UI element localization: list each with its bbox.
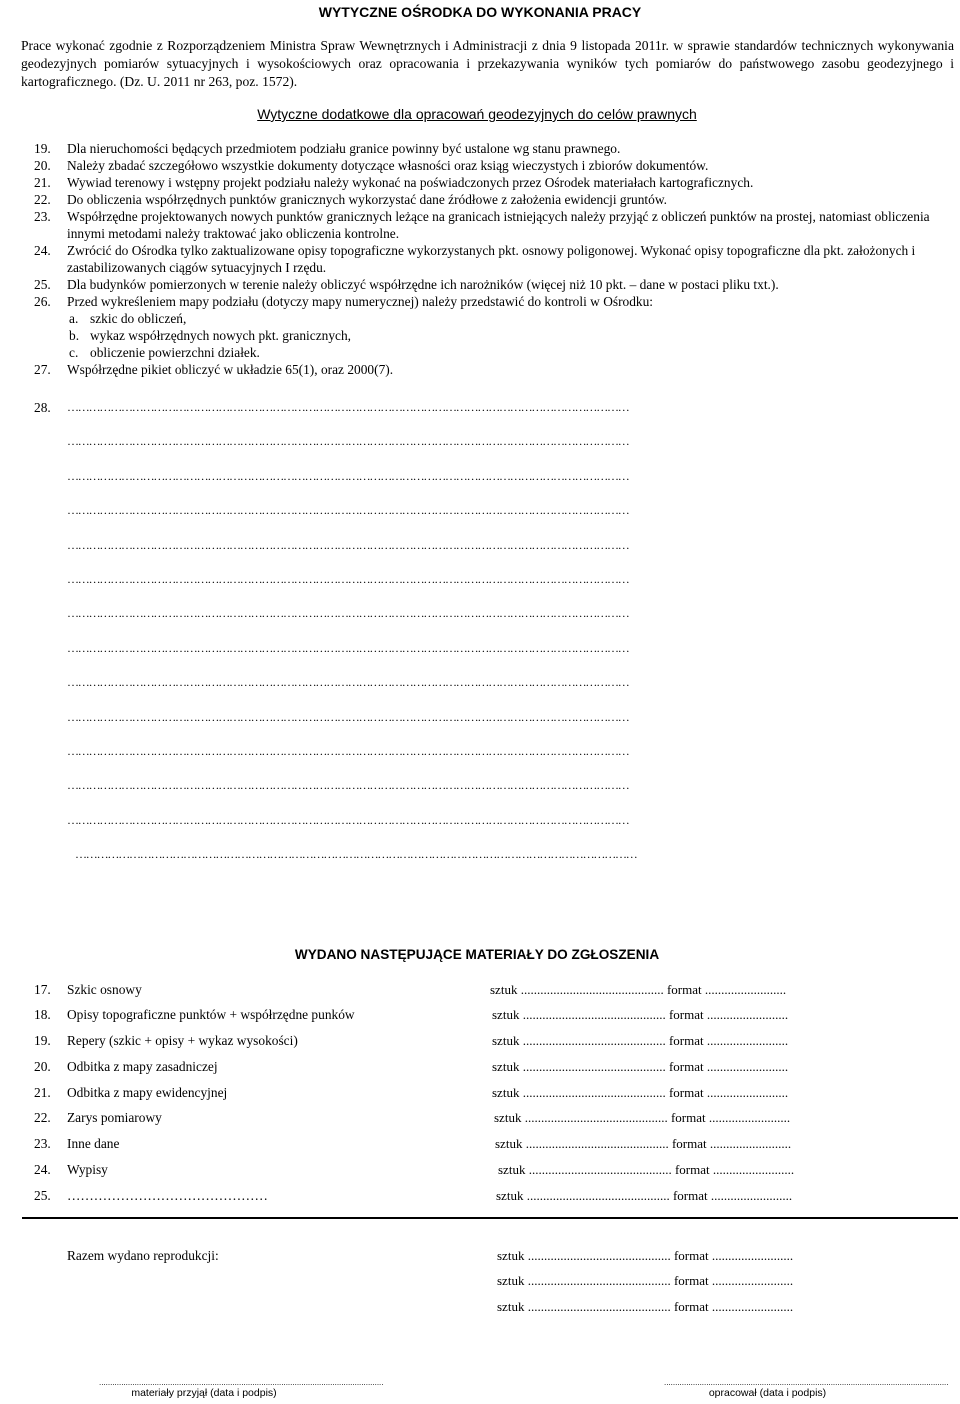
blank-fill-line[interactable]: ………………………………………………………………………………………………………………………………………… (67, 468, 629, 483)
blank-line-row (34, 812, 954, 846)
material-other-field[interactable]: ……………………………………… (67, 1188, 268, 1203)
blank-line-row (34, 399, 954, 433)
material-label: Zarys pomiarowy (67, 1110, 162, 1125)
material-row (34, 1006, 934, 1026)
guideline-text: Przed wykreśleniem mapy podziału (dotyczy mapy numerycznej) należy przedstawić do kontroli w Ośrodku: (67, 294, 654, 309)
guideline-number: 25. (34, 277, 51, 292)
guideline-number: 27. (34, 362, 51, 377)
guideline-text: Współrzędne projektowanych nowych punktów granicznych leżące na granicach istniejących należy przyjąć z obliczeń punktów na prostej, natomiast obliczenia innymi metodami należy traktować jako obliczenia kontrolne. (67, 209, 930, 241)
blank-line-row (34, 743, 954, 777)
material-label: Odbitka z mapy zasadniczej (67, 1059, 218, 1074)
guideline-text: Dla budynków pomierzonych w terenie należy obliczyć współrzędne ich narożników (więcej niż 10 pkt. – dane w postaci pliku txt.). (67, 277, 779, 292)
blank-line-row (34, 777, 954, 811)
material-label: Odbitka z mapy ewidencyjnej (67, 1085, 228, 1100)
guideline-item (34, 293, 949, 310)
material-row (34, 1187, 934, 1207)
material-label: Szkic osnowy (67, 982, 142, 997)
blank-fill-line[interactable]: ………………………………………………………………………………………………………………………………………… (67, 606, 629, 621)
section-divider (22, 1217, 958, 1219)
material-label: Wypisy (67, 1162, 108, 1177)
blank-fill-line[interactable]: ………………………………………………………………………………………………………………………………………… (67, 434, 629, 449)
material-row (34, 1135, 934, 1155)
razem-quantity-format-field[interactable]: sztuk ............................................ format ......................... (497, 1273, 794, 1288)
guideline-item (34, 276, 949, 293)
guideline-item (34, 208, 949, 242)
materials-title: WYDANO NASTĘPUJĄCE MATERIAŁY DO ZGŁOSZENIA (294, 947, 660, 962)
material-row (34, 1109, 934, 1129)
guideline-text: Współrzędne pikiet obliczyć w układzie 65(1), oraz 2000(7). (67, 362, 394, 377)
blank-line-row (34, 709, 954, 743)
material-quantity-format-field[interactable]: sztuk ............................................ format ......................... (492, 1085, 789, 1100)
material-number: 21. (34, 1085, 51, 1100)
razem-quantity-format-field[interactable]: sztuk ............................................ format ......................... (497, 1299, 794, 1314)
sublist-letter: a. (69, 311, 79, 326)
blank-line-row (34, 537, 954, 571)
sublist-text: szkic do obliczeń, (90, 311, 187, 326)
guideline-item (34, 140, 949, 157)
material-number: 23. (34, 1136, 51, 1151)
guideline-number: 26. (34, 294, 51, 309)
blank-line-row (34, 674, 954, 708)
document-title: WYTYCZNE OŚRODKA DO WYKONANIA PRACY (318, 4, 642, 20)
material-number: 17. (34, 982, 51, 997)
material-number: 25. (34, 1188, 51, 1203)
material-number: 22. (34, 1110, 51, 1125)
material-row (34, 1084, 934, 1104)
blank-fill-line[interactable]: ………………………………………………………………………………………………………………………………………… (67, 537, 629, 552)
section-subtitle: Wytyczne dodatkowe dla opracowań geodezyjnych do celów prawnych (257, 106, 697, 122)
material-quantity-format-field[interactable]: sztuk ............................................ format ......................... (492, 1059, 789, 1074)
material-quantity-format-field[interactable]: sztuk ............................................ format ......................... (498, 1162, 795, 1177)
blank-line-row (34, 571, 954, 605)
blank-line-row (34, 640, 954, 674)
signature-line[interactable]: ................................................................................................................................ (99, 1378, 384, 1387)
material-label: Opisy topograficzne punktów + współrzędne punków (67, 1007, 355, 1022)
guideline-item (34, 191, 949, 208)
guideline-text: Dla nieruchomości będących przedmiotem podziału granice powinny być ustalone wg stanu prawnego. (67, 141, 621, 156)
material-number: 20. (34, 1059, 51, 1074)
blank-fill-line[interactable]: ………………………………………………………………………………………………………………………………………… (67, 640, 629, 655)
material-quantity-format-field[interactable]: sztuk ............................................ format ......................... (494, 1110, 791, 1125)
blank-fill-line[interactable]: ………………………………………………………………………………………………………………………………………… (67, 812, 629, 827)
material-quantity-format-field[interactable]: sztuk ............................................ format ......................... (495, 1136, 792, 1151)
blank-fill-line[interactable]: ………………………………………………………………………………………………………………………………………… (67, 503, 629, 518)
signature-label: opracował (data i podpis) (708, 1387, 827, 1399)
material-number: 24. (34, 1162, 51, 1177)
blank-line-row (34, 502, 954, 536)
guideline-number: 20. (34, 158, 51, 173)
blank-line-row (34, 433, 954, 467)
sublist-letter: b. (69, 328, 80, 343)
material-number: 18. (34, 1007, 51, 1022)
material-row (34, 1058, 934, 1078)
material-label: Inne dane (67, 1136, 120, 1151)
guideline-number: 23. (34, 209, 51, 224)
guideline-number: 22. (34, 192, 51, 207)
blank-line-row (34, 846, 954, 880)
sublist-text: wykaz współrzędnych nowych pkt. granicznych, (90, 328, 352, 343)
blank-line-row (34, 468, 954, 502)
signature-line[interactable]: ................................................................................................................................ (664, 1378, 949, 1387)
material-row (34, 1032, 934, 1052)
blank-fill-line[interactable]: ………………………………………………………………………………………………………………………………………… (67, 743, 629, 758)
blank-fill-line[interactable]: ………………………………………………………………………………………………………………………………………… (67, 571, 629, 586)
material-row (34, 981, 934, 1001)
guideline-number: 19. (34, 141, 51, 156)
sublist-item (34, 310, 949, 327)
razem-label: Razem wydano reprodukcji: (67, 1248, 219, 1263)
guideline-text: Do obliczenia współrzędnych punktów granicznych wykorzystać dane źródłowe z założenia ewidencji gruntów. (67, 192, 667, 207)
guideline-number: 21. (34, 175, 51, 190)
sublist-item (34, 344, 949, 361)
blank-item-28 (34, 399, 954, 880)
sublist-text: obliczenie powierzchni działek. (90, 345, 260, 360)
material-quantity-format-field[interactable]: sztuk ............................................ format ......................... (490, 982, 787, 997)
guideline-text: Wywiad terenowy i wstępny projekt podziału należy wykonać na poświadczonych przez Ośrodek materiałach kartograficznych. (67, 175, 754, 190)
guidelines-list (34, 140, 949, 378)
material-label: Repery (szkic + opisy + wykaz wysokości) (67, 1033, 298, 1048)
guideline-item (34, 361, 949, 378)
guideline-number: 24. (34, 243, 51, 258)
sublist-item (34, 327, 949, 344)
signature-received (99, 1378, 384, 1399)
blank-fill-line[interactable]: ………………………………………………………………………………………………………………………………………… (67, 675, 629, 690)
blank-item-number: 28. (34, 400, 51, 415)
guideline-item (34, 174, 949, 191)
signature-label: materiały przyjął (data i podpis) (131, 1387, 277, 1399)
blank-fill-line[interactable]: ………………………………………………………………………………………………………………………………………… (67, 400, 629, 414)
guideline-text: Zwrócić do Ośrodka tylko zaktualizowane opisy topograficzne wykorzystanych pkt. osnowy poligonowej. Wykonać opisy topograficzne dla pkt. założonych i zastabilizowanych ciągów sytuacyjnych I rzędu. (67, 243, 916, 275)
blank-fill-line[interactable]: ………………………………………………………………………………………………………………………………………… (67, 778, 629, 793)
control-materials-sublist (34, 310, 949, 361)
razem-quantity-format-field[interactable]: sztuk ............................................ format ......................... (497, 1248, 794, 1263)
material-quantity-format-field[interactable]: sztuk ............................................ format ......................... (492, 1007, 789, 1022)
sublist-letter: c. (69, 345, 79, 360)
blank-line-row (34, 605, 954, 639)
material-quantity-format-field[interactable]: sztuk ............................................ format ......................... (496, 1188, 793, 1203)
guideline-item (34, 242, 949, 276)
blank-fill-line[interactable]: ………………………………………………………………………………………………………………………………………… (67, 709, 629, 724)
material-quantity-format-field[interactable]: sztuk ............................................ format ......................... (492, 1033, 789, 1048)
guideline-text: Należy zbadać szczegółowo wszystkie dokumenty dotyczące własności oraz ksiąg wieczystych i zbiorów dokumentów. (67, 158, 709, 173)
signature-prepared (664, 1378, 949, 1399)
guideline-item (34, 157, 949, 174)
intro-paragraph: Prace wykonać zgodnie z Rozporządzeniem Ministra Spraw Wewnętrznych i Administracji z dnia 9 listopada 2011r. w sprawie standardów technicznych wykonywania geodezyjnych pomiarów sytuacyjnych i wysokościowych oraz opracowania i przekazywania wyników tych pomiarów do państwowego zasobu geodezyjnego i kartograficznego. (Dz. U. 2011 nr 263, poz. 1572). (21, 38, 954, 89)
material-row (34, 1161, 934, 1181)
material-number: 19. (34, 1033, 51, 1048)
blank-fill-line[interactable]: ………………………………………………………………………………………………………………………………………… (75, 847, 637, 862)
